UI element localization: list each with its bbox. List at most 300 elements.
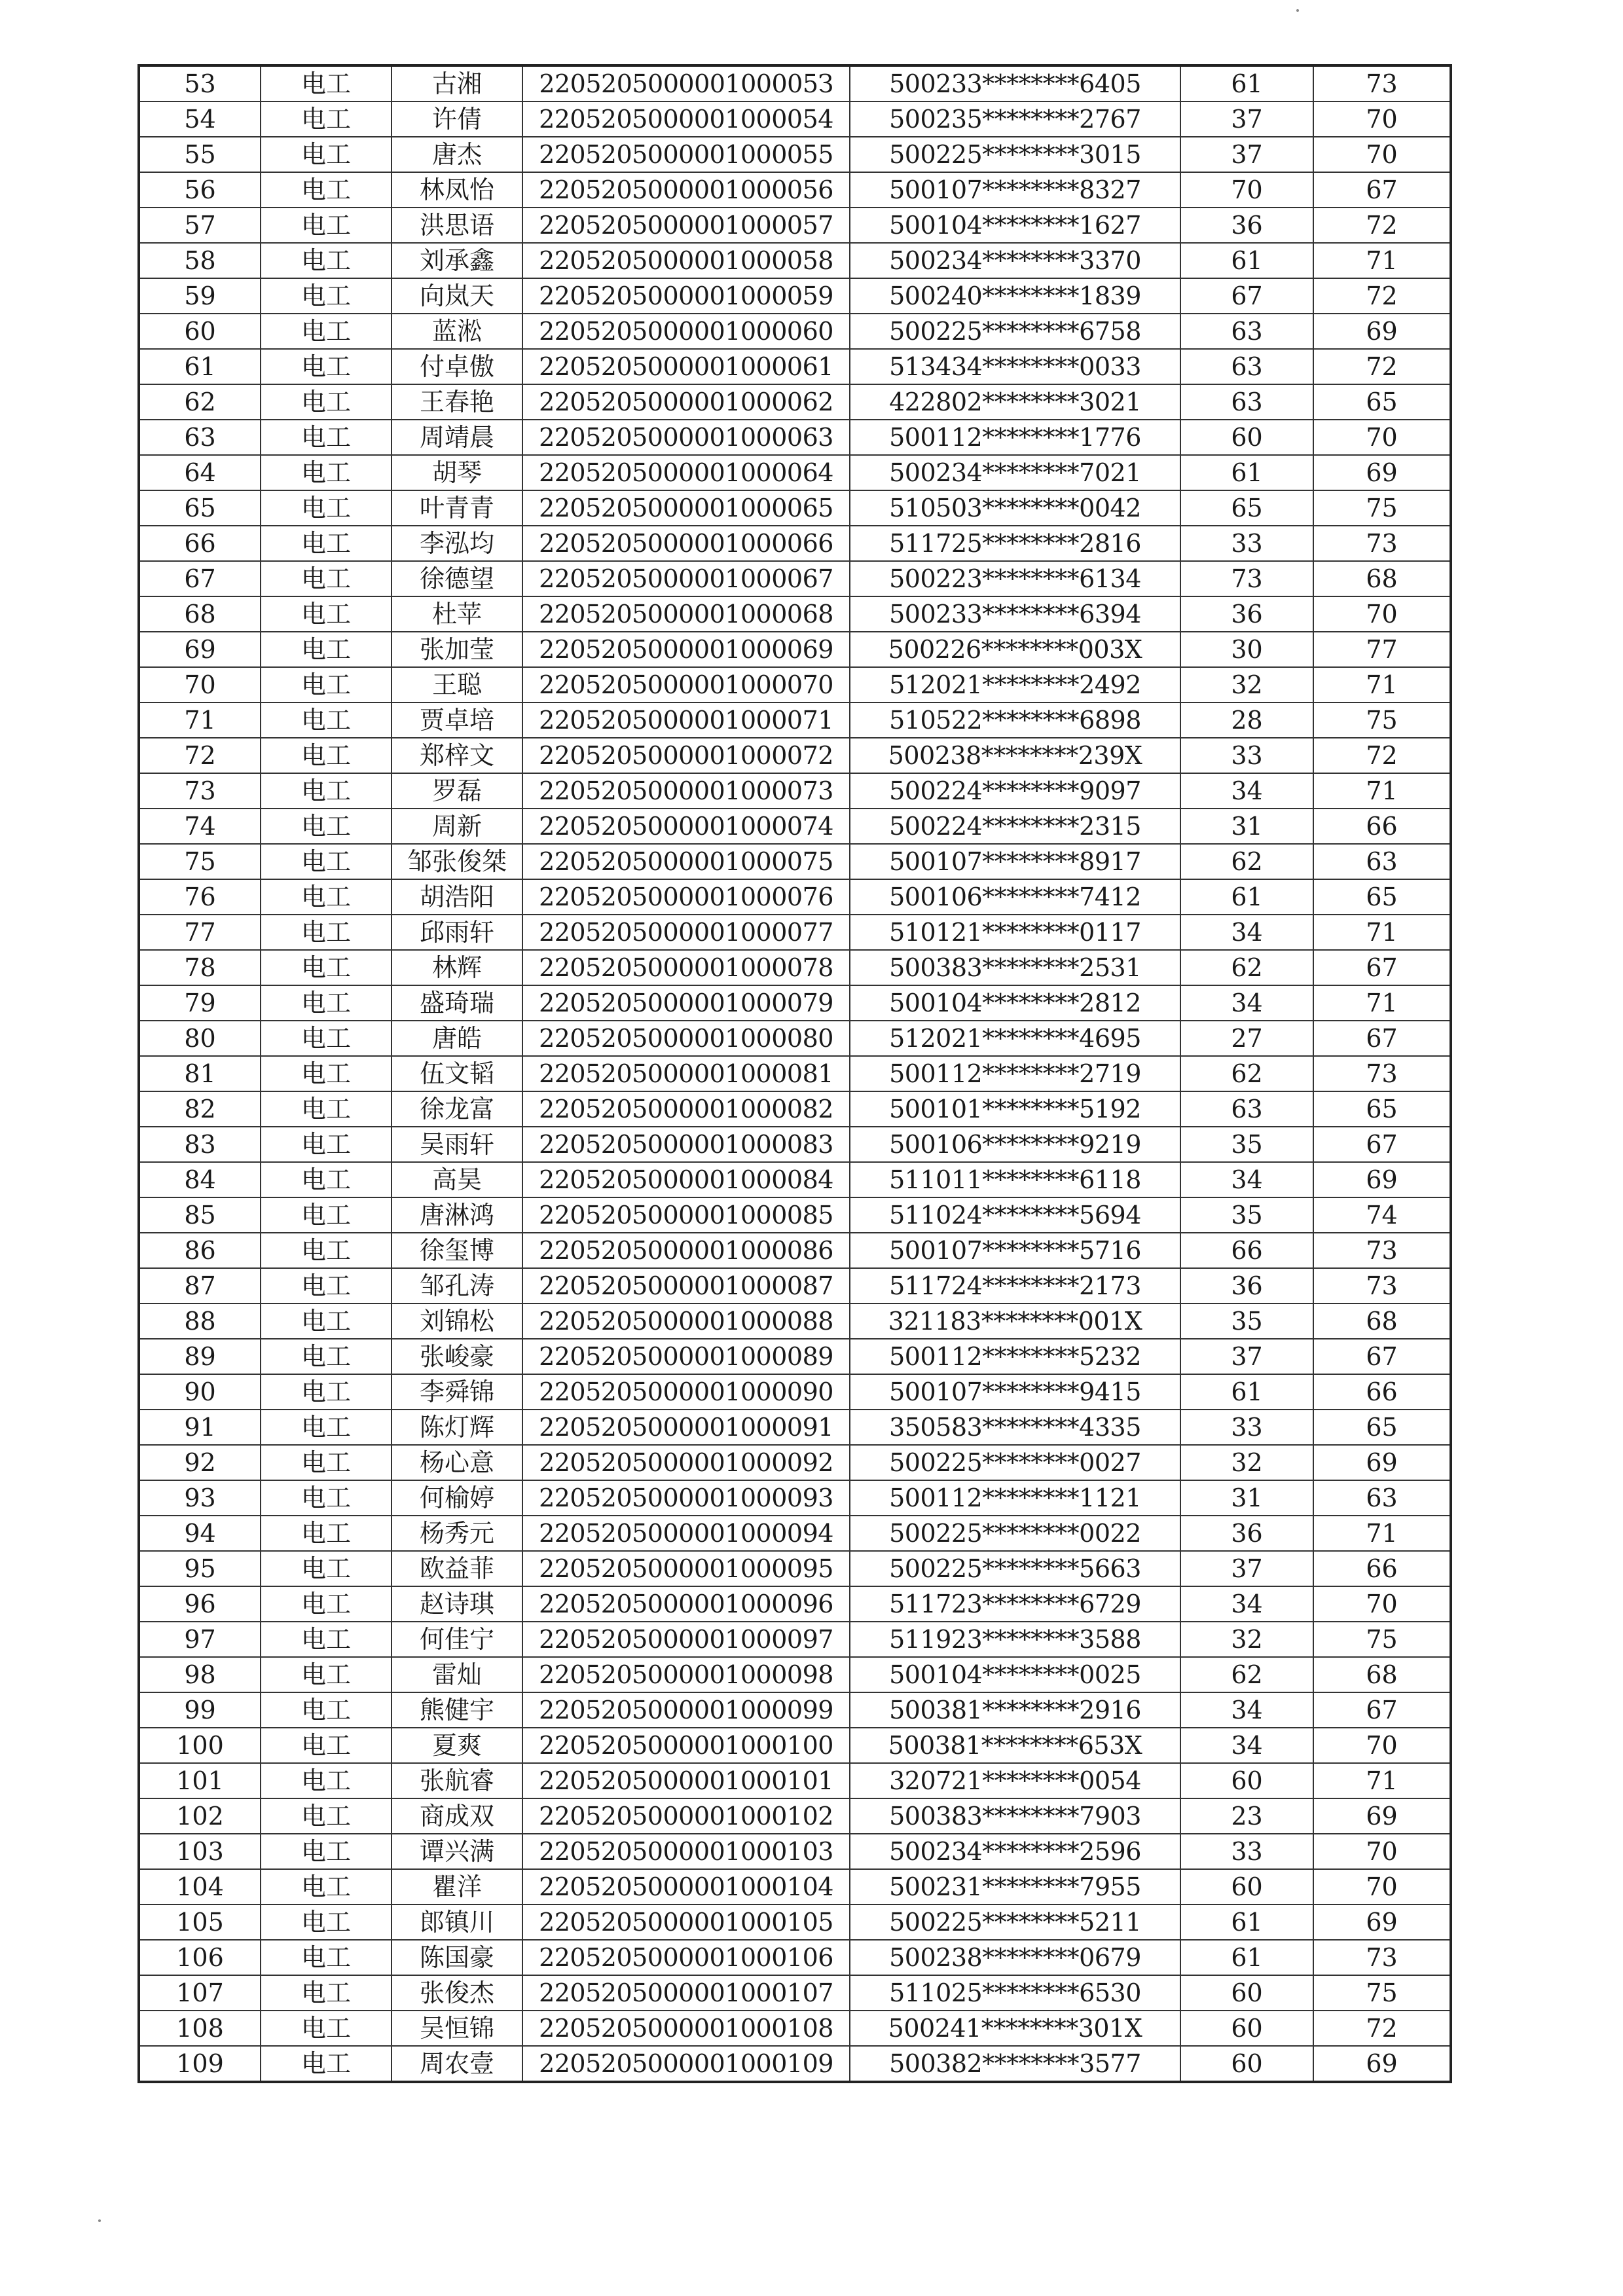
candidate-name-cell: 张加莹 (392, 632, 522, 667)
table-row (139, 1374, 1451, 1410)
score-one-cell: 73 (1180, 561, 1313, 596)
table-row (139, 1657, 1451, 1692)
exam-number-cell: 2205205000001000099 (522, 1692, 850, 1728)
job-type-cell: 电工 (261, 1091, 392, 1127)
job-type-cell: 电工 (261, 667, 392, 702)
candidate-name-cell: 夏爽 (392, 1728, 522, 1763)
score-one-cell: 36 (1180, 1268, 1313, 1303)
job-type-cell: 电工 (261, 1127, 392, 1162)
id-number-cell: 500238********239X (850, 738, 1180, 773)
score-one-cell: 37 (1180, 101, 1313, 137)
exam-number-cell: 2205205000001000067 (522, 561, 850, 596)
candidate-name-cell: 林辉 (392, 950, 522, 985)
id-number-cell: 500235********2767 (850, 101, 1180, 137)
candidate-name-cell: 徐玺博 (392, 1233, 522, 1268)
score-one-cell: 61 (1180, 1374, 1313, 1410)
job-type-cell: 电工 (261, 526, 392, 561)
job-type-cell: 电工 (261, 1728, 392, 1763)
exam-number-cell: 2205205000001000080 (522, 1021, 850, 1056)
row-number-cell: 70 (139, 667, 261, 702)
exam-number-cell: 2205205000001000083 (522, 1127, 850, 1162)
table-row (139, 985, 1451, 1021)
candidate-name-cell: 周靖晨 (392, 420, 522, 455)
score-one-cell: 63 (1180, 1091, 1313, 1127)
score-two-cell: 69 (1313, 455, 1451, 490)
score-two-cell: 63 (1313, 844, 1451, 879)
table-row (139, 632, 1451, 667)
id-number-cell: 500231********7955 (850, 1869, 1180, 1904)
candidate-name-cell: 胡琴 (392, 455, 522, 490)
id-number-cell: 513434********0033 (850, 349, 1180, 384)
score-two-cell: 75 (1313, 490, 1451, 526)
id-number-cell: 500225********0022 (850, 1516, 1180, 1551)
row-number-cell: 107 (139, 1975, 261, 2011)
table-row (139, 1445, 1451, 1480)
id-number-cell: 500112********5232 (850, 1339, 1180, 1374)
exam-number-cell: 2205205000001000092 (522, 1445, 850, 1480)
table-row (139, 915, 1451, 950)
score-two-cell: 70 (1313, 1586, 1451, 1622)
score-one-cell: 61 (1180, 243, 1313, 278)
exam-number-cell: 2205205000001000096 (522, 1586, 850, 1622)
row-number-cell: 66 (139, 526, 261, 561)
row-number-cell: 85 (139, 1197, 261, 1233)
score-one-cell: 23 (1180, 1798, 1313, 1834)
exam-number-cell: 2205205000001000073 (522, 773, 850, 809)
job-type-cell: 电工 (261, 596, 392, 632)
score-two-cell: 72 (1313, 2011, 1451, 2046)
candidate-name-cell: 张峻豪 (392, 1339, 522, 1374)
score-one-cell: 61 (1180, 65, 1313, 101)
job-type-cell: 电工 (261, 1445, 392, 1480)
row-number-cell: 104 (139, 1869, 261, 1904)
job-type-cell: 电工 (261, 1657, 392, 1692)
score-two-cell: 71 (1313, 667, 1451, 702)
id-number-cell: 500104********2812 (850, 985, 1180, 1021)
row-number-cell: 78 (139, 950, 261, 985)
exam-number-cell: 2205205000001000082 (522, 1091, 850, 1127)
score-two-cell: 71 (1313, 985, 1451, 1021)
job-type-cell: 电工 (261, 844, 392, 879)
exam-number-cell: 2205205000001000059 (522, 278, 850, 314)
table-row (139, 314, 1451, 349)
id-number-cell: 512021********4695 (850, 1021, 1180, 1056)
id-number-cell: 500107********9415 (850, 1374, 1180, 1410)
table-row (139, 526, 1451, 561)
table-row (139, 1763, 1451, 1798)
exam-number-cell: 2205205000001000061 (522, 349, 850, 384)
row-number-cell: 64 (139, 455, 261, 490)
exam-number-cell: 2205205000001000088 (522, 1303, 850, 1339)
candidate-name-cell: 杨秀元 (392, 1516, 522, 1551)
id-number-cell: 500225********5211 (850, 1904, 1180, 1940)
id-number-cell: 350583********4335 (850, 1410, 1180, 1445)
table-body (139, 65, 1451, 2082)
job-type-cell: 电工 (261, 243, 392, 278)
exam-number-cell: 2205205000001000105 (522, 1904, 850, 1940)
candidate-name-cell: 商成双 (392, 1798, 522, 1834)
table-row (139, 1197, 1451, 1233)
row-number-cell: 98 (139, 1657, 261, 1692)
row-number-cell: 69 (139, 632, 261, 667)
score-two-cell: 71 (1313, 1763, 1451, 1798)
score-two-cell: 67 (1313, 1339, 1451, 1374)
row-number-cell: 100 (139, 1728, 261, 1763)
table-row (139, 1834, 1451, 1869)
job-type-cell: 电工 (261, 278, 392, 314)
id-number-cell: 511725********2816 (850, 526, 1180, 561)
exam-number-cell: 2205205000001000078 (522, 950, 850, 985)
score-two-cell: 71 (1313, 243, 1451, 278)
table-row (139, 1692, 1451, 1728)
id-number-cell: 500240********1839 (850, 278, 1180, 314)
row-number-cell: 73 (139, 773, 261, 809)
id-number-cell: 511011********6118 (850, 1162, 1180, 1197)
candidate-name-cell: 谭兴满 (392, 1834, 522, 1869)
id-number-cell: 511024********5694 (850, 1197, 1180, 1233)
exam-number-cell: 2205205000001000089 (522, 1339, 850, 1374)
row-number-cell: 74 (139, 809, 261, 844)
score-one-cell: 37 (1180, 1339, 1313, 1374)
exam-number-cell: 2205205000001000104 (522, 1869, 850, 1904)
exam-number-cell: 2205205000001000106 (522, 1940, 850, 1975)
exam-number-cell: 2205205000001000095 (522, 1551, 850, 1586)
score-one-cell: 60 (1180, 420, 1313, 455)
candidate-name-cell: 吴雨轩 (392, 1127, 522, 1162)
row-number-cell: 57 (139, 208, 261, 243)
row-number-cell: 75 (139, 844, 261, 879)
candidate-name-cell: 古湘 (392, 65, 522, 101)
id-number-cell: 500383********7903 (850, 1798, 1180, 1834)
score-two-cell: 68 (1313, 1657, 1451, 1692)
exam-number-cell: 2205205000001000109 (522, 2046, 850, 2082)
score-two-cell: 70 (1313, 1728, 1451, 1763)
candidate-name-cell: 贾卓培 (392, 702, 522, 738)
job-type-cell: 电工 (261, 1056, 392, 1091)
exam-number-cell: 2205205000001000058 (522, 243, 850, 278)
score-one-cell: 27 (1180, 1021, 1313, 1056)
id-number-cell: 500234********2596 (850, 1834, 1180, 1869)
score-one-cell: 37 (1180, 1551, 1313, 1586)
table-row (139, 596, 1451, 632)
table-row (139, 208, 1451, 243)
candidate-name-cell: 瞿洋 (392, 1869, 522, 1904)
row-number-cell: 77 (139, 915, 261, 950)
exam-number-cell: 2205205000001000077 (522, 915, 850, 950)
id-number-cell: 321183********001X (850, 1303, 1180, 1339)
score-two-cell: 75 (1313, 1622, 1451, 1657)
candidate-name-cell: 杜苹 (392, 596, 522, 632)
score-one-cell: 34 (1180, 1728, 1313, 1763)
exam-number-cell: 2205205000001000098 (522, 1657, 850, 1692)
table-row (139, 1091, 1451, 1127)
exam-number-cell: 2205205000001000074 (522, 809, 850, 844)
row-number-cell: 53 (139, 65, 261, 101)
exam-number-cell: 2205205000001000066 (522, 526, 850, 561)
score-two-cell: 70 (1313, 1869, 1451, 1904)
candidate-name-cell: 陈灯辉 (392, 1410, 522, 1445)
job-type-cell: 电工 (261, 1410, 392, 1445)
row-number-cell: 95 (139, 1551, 261, 1586)
table-row (139, 1516, 1451, 1551)
job-type-cell: 电工 (261, 1516, 392, 1551)
candidate-name-cell: 郎镇川 (392, 1904, 522, 1940)
exam-number-cell: 2205205000001000108 (522, 2011, 850, 2046)
candidate-name-cell: 李舜锦 (392, 1374, 522, 1410)
score-one-cell: 60 (1180, 1763, 1313, 1798)
job-type-cell: 电工 (261, 1586, 392, 1622)
row-number-cell: 87 (139, 1268, 261, 1303)
table-row (139, 490, 1451, 526)
row-number-cell: 68 (139, 596, 261, 632)
job-type-cell: 电工 (261, 1162, 392, 1197)
row-number-cell: 62 (139, 384, 261, 420)
job-type-cell: 电工 (261, 1339, 392, 1374)
job-type-cell: 电工 (261, 738, 392, 773)
row-number-cell: 94 (139, 1516, 261, 1551)
exam-number-cell: 2205205000001000070 (522, 667, 850, 702)
table-row (139, 1869, 1451, 1904)
candidate-name-cell: 雷灿 (392, 1657, 522, 1692)
job-type-cell: 电工 (261, 561, 392, 596)
row-number-cell: 96 (139, 1586, 261, 1622)
exam-number-cell: 2205205000001000065 (522, 490, 850, 526)
exam-number-cell: 2205205000001000102 (522, 1798, 850, 1834)
score-one-cell: 66 (1180, 1233, 1313, 1268)
table-row (139, 172, 1451, 208)
candidate-name-cell: 何佳宁 (392, 1622, 522, 1657)
candidate-name-cell: 欧益菲 (392, 1551, 522, 1586)
row-number-cell: 91 (139, 1410, 261, 1445)
table-row (139, 243, 1451, 278)
job-type-cell: 电工 (261, 1233, 392, 1268)
job-type-cell: 电工 (261, 1692, 392, 1728)
job-type-cell: 电工 (261, 1798, 392, 1834)
score-one-cell: 61 (1180, 879, 1313, 915)
table-row (139, 1056, 1451, 1091)
candidate-name-cell: 吴恒锦 (392, 2011, 522, 2046)
table-row (139, 1162, 1451, 1197)
score-one-cell: 32 (1180, 1445, 1313, 1480)
job-type-cell: 电工 (261, 65, 392, 101)
table-row (139, 1586, 1451, 1622)
row-number-cell: 81 (139, 1056, 261, 1091)
id-number-cell: 500101********5192 (850, 1091, 1180, 1127)
job-type-cell: 电工 (261, 1551, 392, 1586)
exam-number-cell: 2205205000001000079 (522, 985, 850, 1021)
candidate-name-cell: 胡浩阳 (392, 879, 522, 915)
table-row (139, 1021, 1451, 1056)
score-one-cell: 35 (1180, 1127, 1313, 1162)
row-number-cell: 55 (139, 137, 261, 172)
id-number-cell: 500112********1121 (850, 1480, 1180, 1516)
candidate-name-cell: 周农壹 (392, 2046, 522, 2082)
row-number-cell: 86 (139, 1233, 261, 1268)
candidate-name-cell: 林凤怡 (392, 172, 522, 208)
table-row (139, 702, 1451, 738)
candidate-name-cell: 杨心意 (392, 1445, 522, 1480)
candidate-name-cell: 邹张俊桀 (392, 844, 522, 879)
table-row (139, 809, 1451, 844)
row-number-cell: 90 (139, 1374, 261, 1410)
table-row (139, 1940, 1451, 1975)
candidate-name-cell: 邹孔涛 (392, 1268, 522, 1303)
exam-number-cell: 2205205000001000101 (522, 1763, 850, 1798)
score-one-cell: 30 (1180, 632, 1313, 667)
score-one-cell: 62 (1180, 950, 1313, 985)
candidate-name-cell: 唐皓 (392, 1021, 522, 1056)
job-type-cell: 电工 (261, 1303, 392, 1339)
exam-number-cell: 2205205000001000087 (522, 1268, 850, 1303)
exam-number-cell: 2205205000001000091 (522, 1410, 850, 1445)
id-number-cell: 510522********6898 (850, 702, 1180, 738)
exam-number-cell: 2205205000001000056 (522, 172, 850, 208)
table-row (139, 1975, 1451, 2011)
row-number-cell: 83 (139, 1127, 261, 1162)
id-number-cell: 500223********6134 (850, 561, 1180, 596)
table-row (139, 420, 1451, 455)
table-row (139, 2011, 1451, 2046)
row-number-cell: 82 (139, 1091, 261, 1127)
score-one-cell: 36 (1180, 596, 1313, 632)
row-number-cell: 61 (139, 349, 261, 384)
candidate-name-cell: 王聪 (392, 667, 522, 702)
score-two-cell: 69 (1313, 314, 1451, 349)
job-type-cell: 电工 (261, 702, 392, 738)
score-two-cell: 67 (1313, 1021, 1451, 1056)
exam-number-cell: 2205205000001000054 (522, 101, 850, 137)
job-type-cell: 电工 (261, 2011, 392, 2046)
candidate-name-cell: 李泓均 (392, 526, 522, 561)
candidate-name-cell: 向岚天 (392, 278, 522, 314)
job-type-cell: 电工 (261, 1268, 392, 1303)
score-two-cell: 69 (1313, 2046, 1451, 2082)
table-row (139, 455, 1451, 490)
exam-number-cell: 2205205000001000069 (522, 632, 850, 667)
score-one-cell: 36 (1180, 1516, 1313, 1551)
candidate-name-cell: 付卓傲 (392, 349, 522, 384)
job-type-cell: 电工 (261, 1940, 392, 1975)
id-number-cell: 500106********9219 (850, 1127, 1180, 1162)
score-two-cell: 70 (1313, 101, 1451, 137)
score-two-cell: 65 (1313, 1410, 1451, 1445)
job-type-cell: 电工 (261, 1975, 392, 2011)
id-number-cell: 500241********301X (850, 2011, 1180, 2046)
id-number-cell: 500107********8917 (850, 844, 1180, 879)
row-number-cell: 89 (139, 1339, 261, 1374)
score-two-cell: 67 (1313, 1127, 1451, 1162)
candidate-name-cell: 徐龙富 (392, 1091, 522, 1127)
job-type-cell: 电工 (261, 915, 392, 950)
score-two-cell: 73 (1313, 65, 1451, 101)
exam-number-cell: 2205205000001000075 (522, 844, 850, 879)
score-one-cell: 61 (1180, 1940, 1313, 1975)
job-type-cell: 电工 (261, 2046, 392, 2082)
score-one-cell: 28 (1180, 702, 1313, 738)
score-one-cell: 60 (1180, 1869, 1313, 1904)
score-two-cell: 70 (1313, 596, 1451, 632)
job-type-cell: 电工 (261, 809, 392, 844)
id-number-cell: 500381********2916 (850, 1692, 1180, 1728)
id-number-cell: 500107********8327 (850, 172, 1180, 208)
row-number-cell: 101 (139, 1763, 261, 1798)
candidate-name-cell: 张航睿 (392, 1763, 522, 1798)
candidate-score-table (137, 64, 1452, 2083)
score-two-cell: 66 (1313, 1374, 1451, 1410)
table-row (139, 844, 1451, 879)
table-row (139, 1233, 1451, 1268)
candidate-name-cell: 刘承鑫 (392, 243, 522, 278)
score-two-cell: 66 (1313, 809, 1451, 844)
id-number-cell: 511723********6729 (850, 1586, 1180, 1622)
job-type-cell: 电工 (261, 1622, 392, 1657)
score-one-cell: 34 (1180, 985, 1313, 1021)
row-number-cell: 103 (139, 1834, 261, 1869)
id-number-cell: 422802********3021 (850, 384, 1180, 420)
score-two-cell: 67 (1313, 172, 1451, 208)
exam-number-cell: 2205205000001000072 (522, 738, 850, 773)
table-row (139, 773, 1451, 809)
row-number-cell: 58 (139, 243, 261, 278)
job-type-cell: 电工 (261, 773, 392, 809)
score-two-cell: 71 (1313, 915, 1451, 950)
table-row (139, 2046, 1451, 2082)
table-row (139, 65, 1451, 101)
score-one-cell: 32 (1180, 667, 1313, 702)
table-row (139, 1622, 1451, 1657)
id-number-cell: 500233********6405 (850, 65, 1180, 101)
candidate-name-cell: 伍文韬 (392, 1056, 522, 1091)
exam-number-cell: 2205205000001000085 (522, 1197, 850, 1233)
score-one-cell: 60 (1180, 1975, 1313, 2011)
score-one-cell: 34 (1180, 915, 1313, 950)
score-two-cell: 71 (1313, 1516, 1451, 1551)
candidate-name-cell: 许倩 (392, 101, 522, 137)
table-row (139, 101, 1451, 137)
score-two-cell: 75 (1313, 702, 1451, 738)
id-number-cell: 500381********653X (850, 1728, 1180, 1763)
job-type-cell: 电工 (261, 950, 392, 985)
candidate-name-cell: 盛琦瑞 (392, 985, 522, 1021)
job-type-cell: 电工 (261, 455, 392, 490)
row-number-cell: 56 (139, 172, 261, 208)
job-type-cell: 电工 (261, 349, 392, 384)
score-one-cell: 62 (1180, 1657, 1313, 1692)
row-number-cell: 99 (139, 1692, 261, 1728)
score-one-cell: 33 (1180, 1410, 1313, 1445)
score-two-cell: 69 (1313, 1162, 1451, 1197)
score-two-cell: 73 (1313, 1268, 1451, 1303)
scan-speck (98, 2219, 101, 2222)
job-type-cell: 电工 (261, 1374, 392, 1410)
score-two-cell: 73 (1313, 1233, 1451, 1268)
id-number-cell: 500112********2719 (850, 1056, 1180, 1091)
row-number-cell: 92 (139, 1445, 261, 1480)
exam-number-cell: 2205205000001000094 (522, 1516, 850, 1551)
candidate-name-cell: 郑梓文 (392, 738, 522, 773)
score-two-cell: 72 (1313, 738, 1451, 773)
score-two-cell: 69 (1313, 1904, 1451, 1940)
table-row (139, 1480, 1451, 1516)
id-number-cell: 500234********7021 (850, 455, 1180, 490)
job-type-cell: 电工 (261, 1834, 392, 1869)
score-one-cell: 62 (1180, 844, 1313, 879)
table-row (139, 561, 1451, 596)
id-number-cell: 510503********0042 (850, 490, 1180, 526)
row-number-cell: 106 (139, 1940, 261, 1975)
score-two-cell: 68 (1313, 561, 1451, 596)
score-one-cell: 63 (1180, 384, 1313, 420)
